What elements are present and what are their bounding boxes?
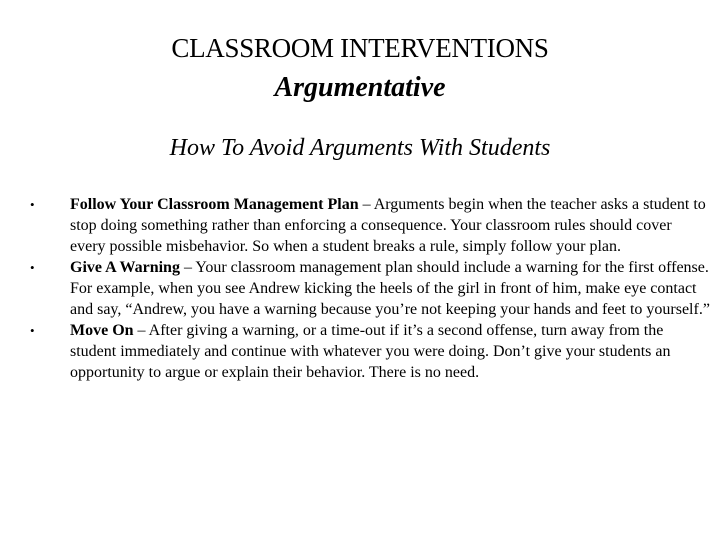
bullet-text: – Arguments begin when the teacher asks a student to stop doing something rather than enforcing a consequence. Your classroom rules should cover every possible misbehavior. So when a student breaks a rule, simply follow your plan.	[70, 196, 706, 255]
bullet-item-give-warning	[30, 257, 710, 320]
slide-title: CLASSROOM INTERVENTIONS	[171, 33, 549, 63]
bullet-item-follow-plan	[30, 194, 710, 257]
section-heading: How To Avoid Arguments With Students	[169, 135, 551, 161]
bullet-dot-icon: •	[30, 323, 35, 338]
bullet-list	[30, 194, 710, 383]
bullet-heading: Follow Your Classroom Management Plan	[70, 196, 359, 213]
bullet-dot-icon: •	[30, 260, 35, 275]
bullet-heading: Give A Warning	[70, 259, 180, 276]
bullet-text: – Your classroom management plan should include a warning for the first offense. For example, when you see Andrew kicking the heels of the girl in front of him, make eye contact and say, “Andrew, you have a warning because you’re not keeping your hands and feet to yourself.”	[70, 259, 710, 318]
bullet-heading: Move On	[70, 322, 134, 339]
bullet-text: – After giving a warning, or a time-out if it’s a second offense, turn away from the student immediately and continue with whatever you were doing. Don’t give your students an opportunity to argue or explain their behavior. There is no need.	[70, 322, 671, 381]
bullet-dot-icon: •	[30, 197, 35, 212]
bullet-item-move-on	[30, 320, 710, 383]
slide-subtitle: Argumentative	[274, 72, 446, 103]
